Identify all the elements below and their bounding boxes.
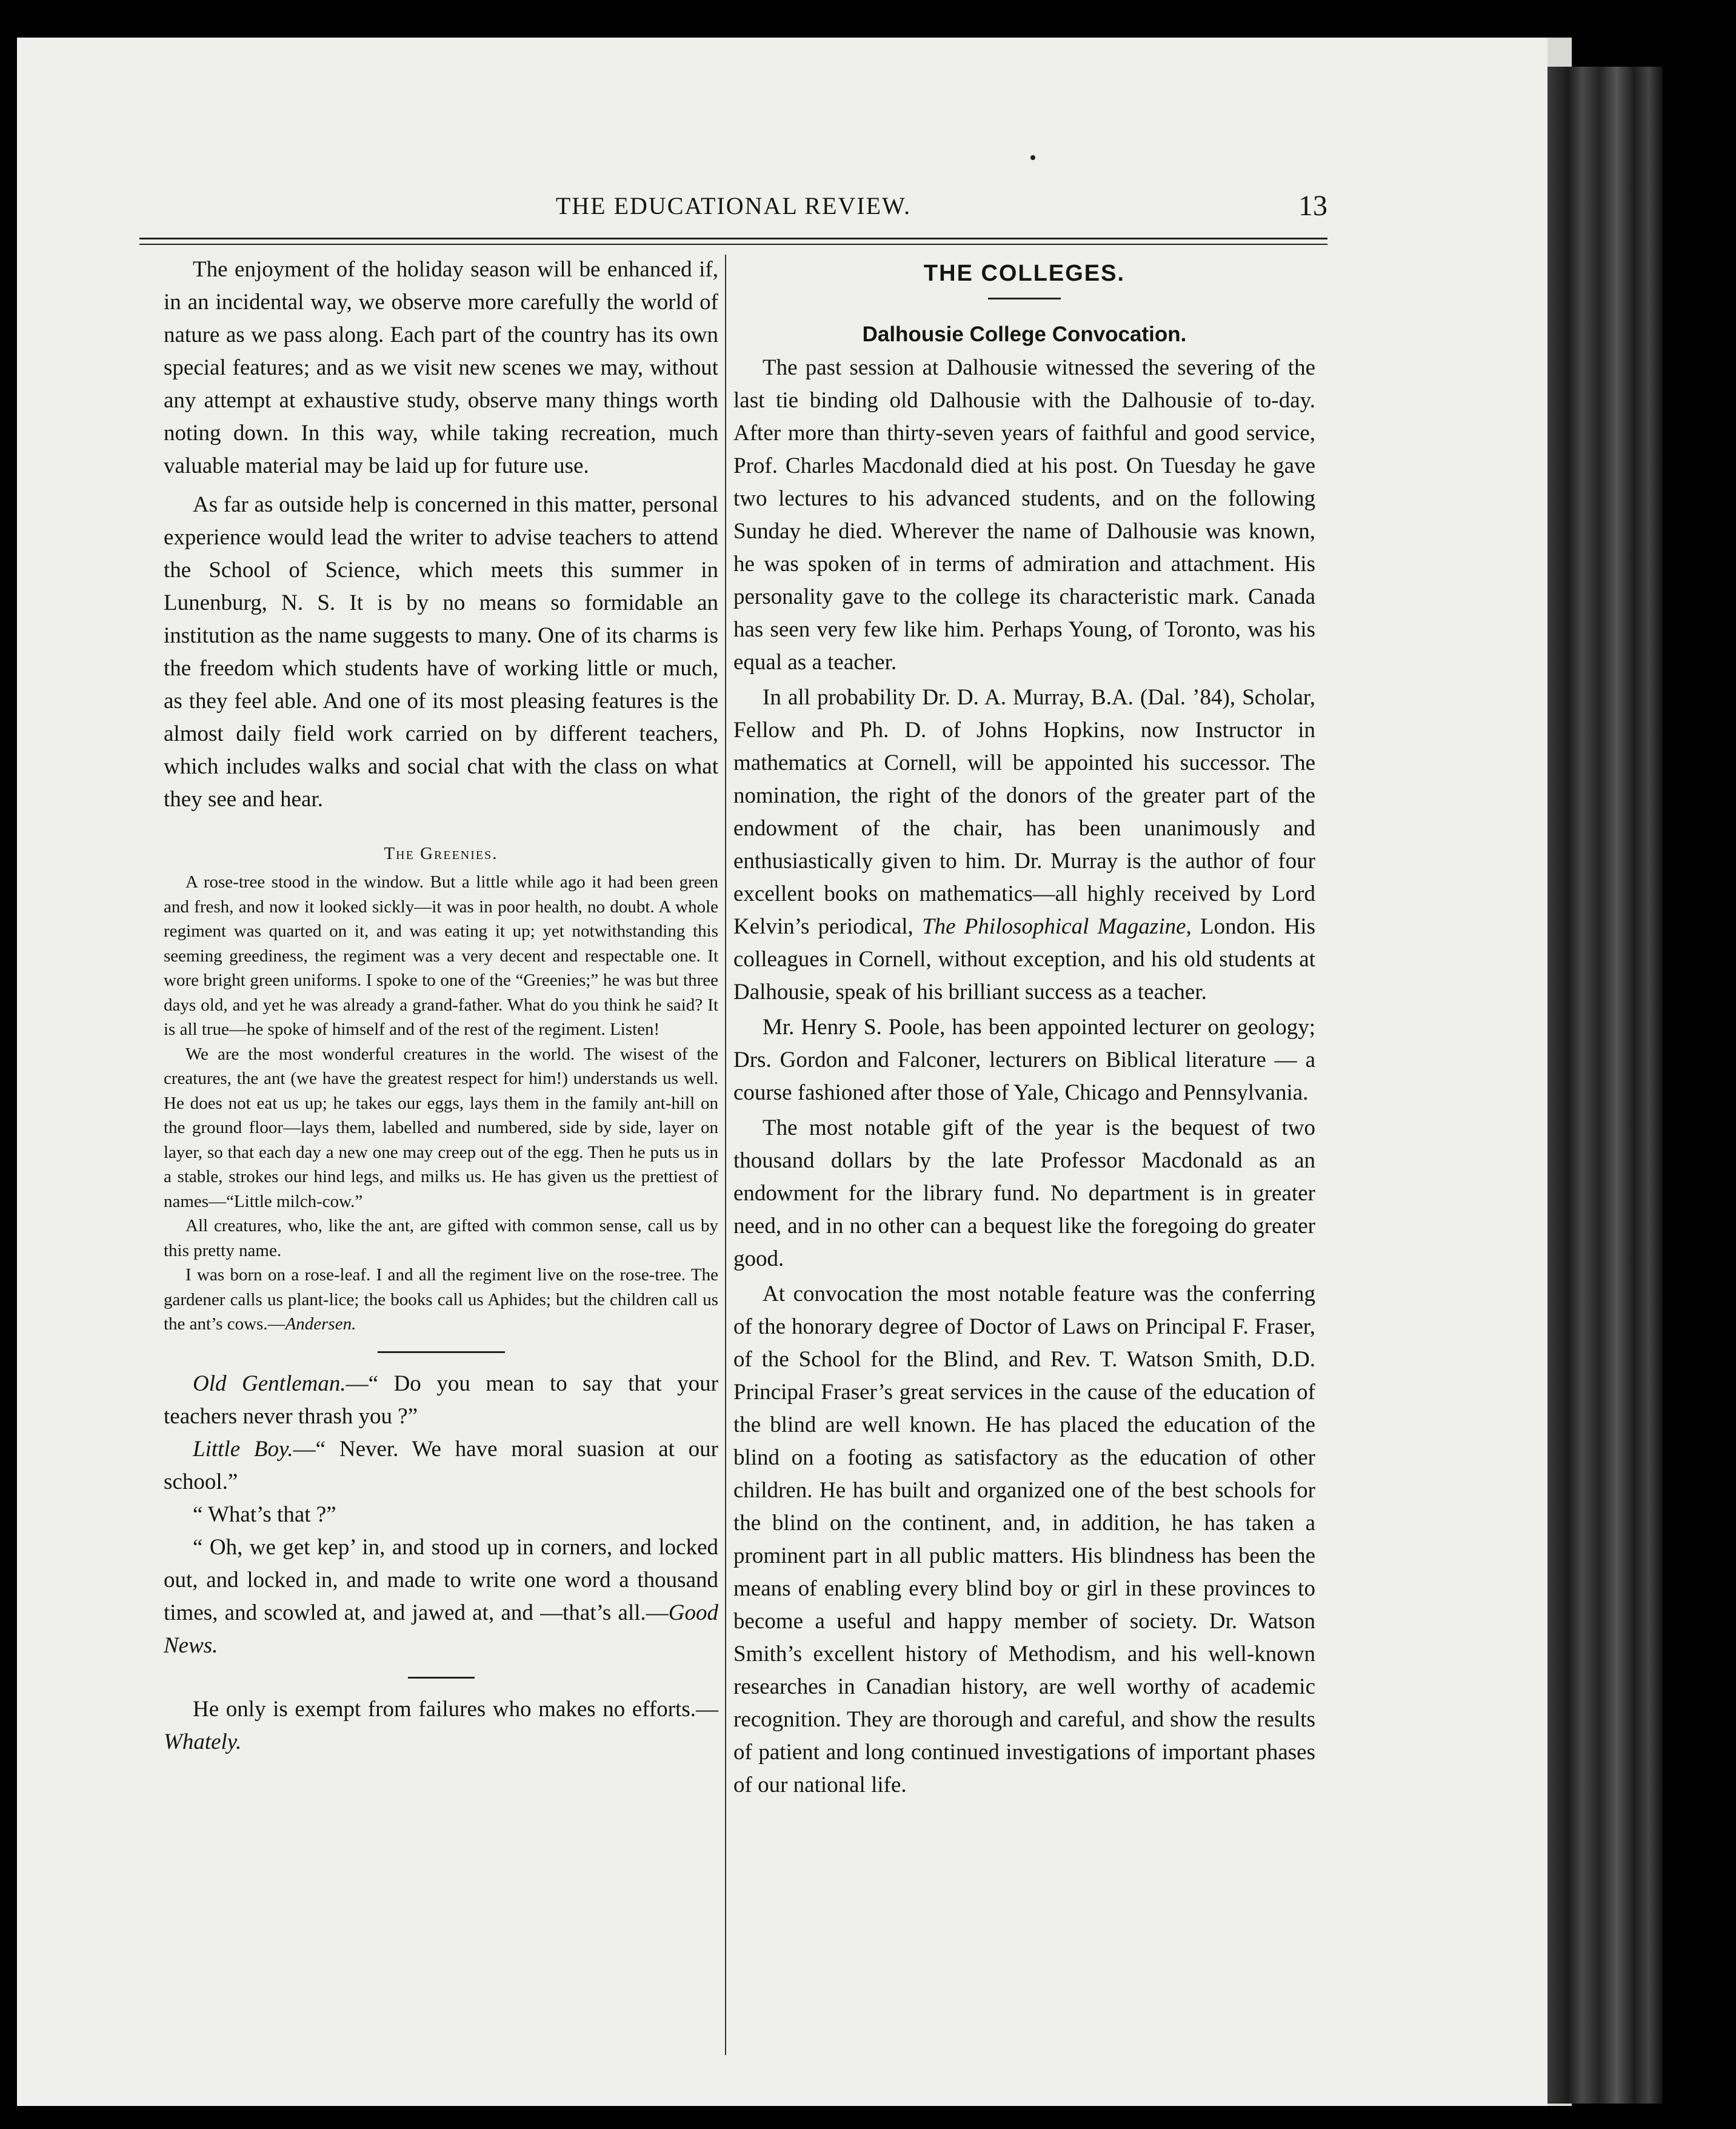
book-edge (1547, 67, 1663, 2104)
murray-text-b: London. His colleagues in Cornell, without exception, and his old students at Dalhousie, speak of his brilliant success as a teacher. (733, 914, 1316, 1004)
ink-speck (1030, 155, 1035, 160)
running-title: THE EDUCATIONAL REVIEW. (555, 192, 912, 219)
dalhousie-paragraph-5: At convocation the most notable feature was the conferring of the honorary degree of Doctor of Laws on Principal F. Fraser, of the School for the Blind, and Rev. T. Watson Smith, D.D. Principal Fraser’s great services in the cause of the education of the blind are well known. He has placed the education of the blind on a footing as satisfactory as the education of other children. He has built and organized one of the best schools for the blind on the continent, and, in addition, he has taken a prominent part in all public matters. His blindness has been the means of enabling every blind boy or girl in these provinces to become a useful and happy member of society. Dr. Watson Smith’s excellent history of Methodism, and his well-known researches in Canadian history, are well worthy of academic recognition. They are thorough and careful, and show the results of patient and long continued investigations of important phases of our national life. (733, 1282, 1315, 1797)
greenies-paragraph-2: We are the most wonderful creatures in the world. The wisest of the creatures, the ant (we have the greatest respect for him!) understands us well. He does not eat us up; he takes our eggs, lays them in the family ant-hill on the ground floor—lays them, labelled and numbered, side by side, layer on layer, so that each day a new one may creep out of the egg. Then he puts us in a stable, strokes our hind legs, and milks us. He has given us the prettiest of names—“Little milch-cow.” (164, 1044, 718, 1211)
dialogue-little-boy (164, 1433, 718, 1499)
colleges-heading: THE COLLEGES. (923, 261, 1126, 286)
dialogue-oh-line (164, 1531, 718, 1662)
header-rule (139, 238, 1327, 239)
speaker-little-boy: Little Boy. (193, 1436, 293, 1462)
greenies-paragraph-3: All creatures, who, like the ant, are gifted with common sense, call us by this pretty name. (164, 1216, 718, 1260)
header-rule-thin (139, 244, 1327, 245)
dalhousie-paragraph-2 (733, 681, 1315, 1009)
right-column (733, 253, 1315, 1802)
dalhousie-paragraph-3: Mr. Henry S. Poole, has been appointed lecturer on geology; Drs. Gordon and Falconer, lecturers on Biblical literature — a course fashioned after those of Yale, Chicago and Pennsylvania. (733, 1015, 1315, 1105)
little-boy-line: —“ Never. We have moral suasion at our school.” (164, 1436, 718, 1494)
whately-author: Whately. (164, 1729, 242, 1754)
oh-line-text: “ Oh, we get kep’ in, and stood up in corners, and locked out, and locked in, and made to write one word a thousand times, and scowled at, and jawed at, and —that’s all.— (164, 1534, 718, 1625)
section-rule (378, 1351, 505, 1353)
dalhousie-paragraph-4: The most notable gift of the year is the bequest of two thousand dollars by the late Professor Macdonald as an endowment for the library fund. No department is in greater need, and in no other can a bequest like the foregoing do greater good. (733, 1115, 1315, 1271)
greenies-paragraph-4-text: I was born on a rose-leaf. I and all the regiment live on the rose-tree. The gardener calls us plant-lice; the books call us Aphides; but the children call us the ant’s cows.— (164, 1265, 718, 1334)
dialogue-whats-that: “ What’s that ?” (193, 1502, 336, 1527)
section-rule-short (408, 1677, 475, 1679)
greenies-author: Andersen. (285, 1314, 356, 1334)
dalhousie-heading: Dalhousie College Convocation. (862, 323, 1187, 346)
running-head (139, 189, 1327, 226)
dalhousie-paragraph-1: The past session at Dalhousie witnessed the severing of the last tie binding old Dalhousie with the Dalhousie of to-day. After more than thirty-seven years of faithful and good service, Prof. Charles Macdonald died at his post. On Tuesday he gave two lectures to his advanced students, and on the following Sunday he died. Wherever the name of Dalhousie was known, he was spoken of in terms of admiration and attachment. His personality gave to the college its characteristic mark. Canada has seen very few like him. Perhaps Young, of Toronto, was his equal as a teacher. (733, 355, 1315, 675)
colleges-rule (988, 298, 1061, 299)
philosophical-magazine: The Philosophical Magazine, (922, 914, 1192, 939)
dialogue-old-gentleman (164, 1368, 718, 1433)
greenies-heading: The Greenies. (384, 844, 498, 863)
whately-text: He only is exempt from failures who makes no efforts.— (193, 1696, 718, 1722)
whately-quote (164, 1693, 718, 1759)
dialogue-block (164, 1368, 718, 1662)
page-number: 13 (1298, 190, 1327, 222)
intro-paragraph-2: As far as outside help is concerned in this matter, personal experience would lead the writer to advise teachers to attend the School of Science, which meets this summer in Lunenburg, N. S. It is by no means so formidable an institution as the name suggests to many. One of its charms is the freedom which students have of working little or much, as they feel able. And one of its most pleasing features is the almost daily field work carried on by different teachers, which includes walks and social chat with the class on what they see and hear. (164, 492, 718, 812)
speaker-old-gentleman: Old Gentleman. (193, 1371, 346, 1396)
left-column (164, 253, 718, 1759)
greenies-paragraph-1: A rose-tree stood in the window. But a little while ago it had been green and fresh, and now it looked sickly—it was in poor health, no doubt. A whole regiment was quarted on it, and was eating it up; yet notwithstanding this seeming greediness, the regiment was a very decent and respectable one. It wore bright green uniforms. I spoke to one of the “Greenies;” he was but three days old, and yet he was already a grand-father. What do you think he said? It is all true—he spoke of himself and of the rest of the regiment. Listen! (164, 872, 718, 1039)
intro-paragraph-1: The enjoyment of the holiday season will be enhanced if, in an incidental way, we observe more carefully the world of nature as we pass along. Each part of the country has its own special features; and as we visit new scenes we may, without any attempt at exhaustive study, observe many things worth noting down. In this way, while taking recreation, much valuable material may be laid up for future use. (164, 257, 718, 478)
murray-text-a: In all probability Dr. D. A. Murray, B.A. (Dal. ’84), Scholar, Fellow and Ph. D. of Johns Hopkins, now Instructor in mathematics at Cornell, will be appointed his successor. The nomination, the right of the donors of the greater part of the endowment of the chair, has been unanimously and enthusiastically given to him. Dr. Murray is the author of four excellent books on mathematics—all highly received by Lord Kelvin’s periodical, (733, 685, 1315, 939)
old-gentleman-line: —“ Do you mean to say that your teachers never thrash you ?” (164, 1371, 718, 1429)
good-news-source: Good News. (164, 1600, 718, 1658)
greenies-paragraph-4 (164, 1263, 718, 1337)
column-divider (725, 255, 726, 2055)
